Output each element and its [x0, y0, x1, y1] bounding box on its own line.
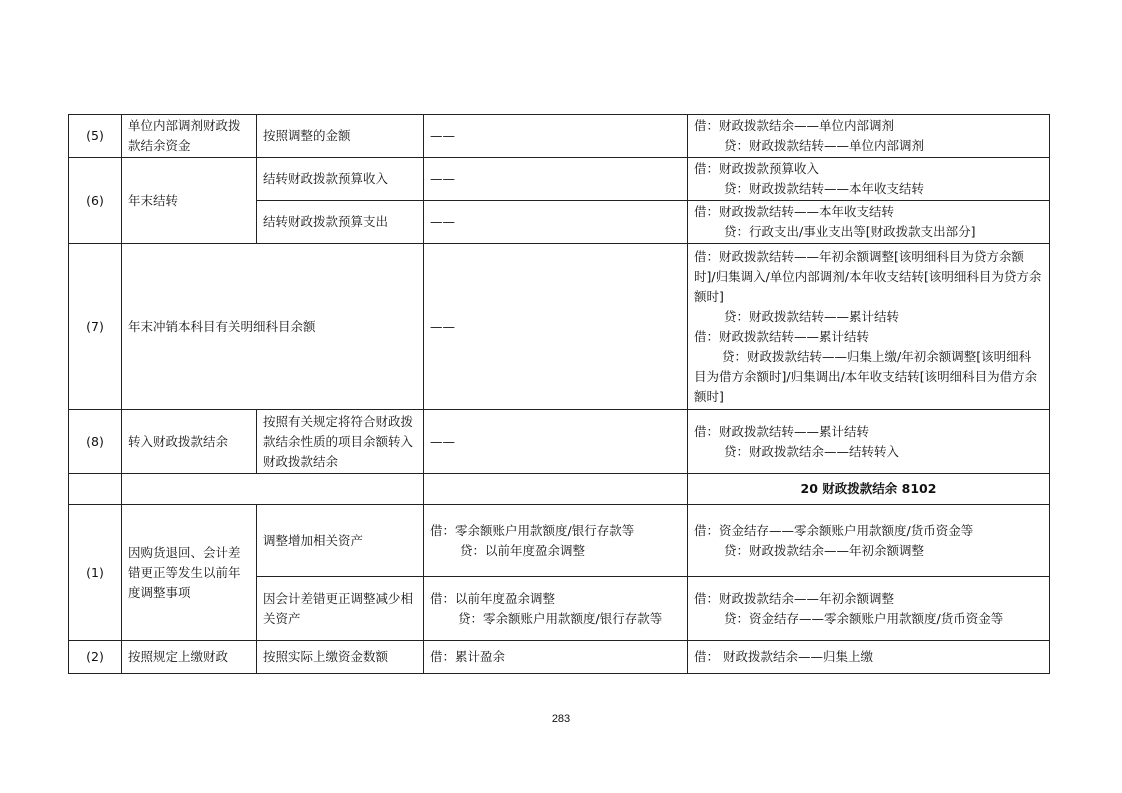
row-number: (8) — [69, 410, 122, 474]
page-number: 283 — [551, 713, 571, 725]
table-row — [69, 158, 1050, 201]
row-number: (7) — [69, 244, 122, 410]
credit-line: 贷：财政拨款结转——归集上缴/年初余额调整[该明细科目为借方余额时]/归集调出/本年收支结转[该明细科目为借方余额时] — [694, 348, 1038, 404]
basis-cell: 按照有关规定将符合财政拨款结余性质的项目余额转入财政拨款结余 — [257, 410, 424, 474]
item-cell: 年末结转 — [122, 158, 257, 244]
credit-line: 贷：零余额账户用款额度/银行存款等 — [458, 610, 663, 626]
table-row — [69, 115, 1050, 158]
empty-cell — [424, 474, 688, 505]
debit-line: 借：财政拨款结余——年初余额调整 — [694, 590, 895, 606]
item-cell: 因购货退回、会计差错更正等发生以前年度调整事项 — [122, 505, 257, 641]
budget-entry-cell: —— — [424, 410, 688, 474]
table-row — [69, 641, 1050, 674]
debit-line: 借：财政拨款结余——单位内部调剂 — [694, 118, 895, 133]
item-cell: 转入财政拨款结余 — [122, 410, 257, 474]
empty-cell — [122, 474, 424, 505]
table-row — [69, 410, 1050, 474]
budget-entry-cell — [424, 505, 688, 577]
debit-line: 借：财政拨款结转——年初余额调整[该明细科目为贷方余额时]/归集调入/单位内部调剂/本年收支结转[该明细科目为贷方余额时] — [694, 248, 1042, 304]
table-row — [69, 244, 1050, 410]
row-number: (6) — [69, 158, 122, 244]
item-cell: 单位内部调剂财政拨款结余资金 — [122, 115, 257, 158]
credit-line: 贷：以前年度盈余调整 — [460, 542, 586, 558]
basis-cell: 按照实际上缴资金数额 — [257, 641, 424, 674]
credit-line: 贷：财政拨款结余——年初余额调整 — [724, 542, 925, 558]
debit-line: 借：资金结存——零余额账户用款额度/货币资金等 — [694, 522, 974, 538]
row-number: (1) — [69, 505, 122, 641]
debit-line: 借：零余额账户用款额度/银行存款等 — [430, 522, 635, 538]
budget-entry-cell: 借：累计盈余 — [424, 641, 688, 674]
basis-cell: 因会计差错更正调整减少相关资产 — [257, 577, 424, 641]
debit-line: 借：以前年度盈余调整 — [430, 590, 556, 606]
section-title: 20 财政拨款结余 8102 — [688, 474, 1050, 505]
row-number: (2) — [69, 641, 122, 674]
debit-line: 借：财政拨款结转——累计结转 — [694, 423, 870, 439]
debit-line: 借：财政拨款结转——本年收支结转 — [694, 204, 895, 219]
credit-line: 贷：财政拨款结转——累计结转 — [724, 308, 900, 324]
credit-line: 贷：资金结存——零余额账户用款额度/货币资金等 — [724, 610, 1004, 626]
credit-line: 贷：财政拨款结转——本年收支结转 — [724, 181, 925, 196]
empty-cell — [69, 474, 122, 505]
debit-line: 借：财政拨款结转——累计结转 — [694, 328, 870, 344]
section-header-row — [69, 474, 1050, 505]
item-cell: 年末冲销本科目有关明细科目余额 — [122, 244, 424, 410]
basis-cell: 按照调整的金额 — [257, 115, 424, 158]
basis-cell: 结转财政拨款预算支出 — [257, 201, 424, 244]
credit-line: 贷：财政拨款结转——单位内部调剂 — [724, 138, 925, 153]
table-row — [69, 505, 1050, 577]
debit-line: 借：财政拨款预算收入 — [694, 161, 820, 176]
credit-line: 贷：财政拨款结余——结转转入 — [724, 443, 900, 459]
credit-line: 贷：行政支出/事业支出等[财政拨款支出部分] — [724, 224, 976, 239]
financial-entry-cell — [688, 410, 1050, 474]
financial-entry-cell: 借： 财政拨款结余——归集上缴 — [688, 641, 1050, 674]
budget-entry-cell — [424, 577, 688, 641]
item-cell: 按照规定上缴财政 — [122, 641, 257, 674]
basis-cell: 调整增加相关资产 — [257, 505, 424, 577]
budget-entry-cell: —— — [424, 201, 688, 244]
financial-entry-cell — [688, 201, 1050, 244]
financial-entry-cell — [688, 577, 1050, 641]
budget-entry-cell: —— — [424, 115, 688, 158]
financial-entry-cell — [688, 158, 1050, 201]
budget-entry-cell: —— — [424, 158, 688, 201]
row-number: (5) — [69, 115, 122, 158]
financial-entry-cell — [688, 115, 1050, 158]
financial-entry-cell — [688, 505, 1050, 577]
basis-cell: 结转财政拨款预算收入 — [257, 158, 424, 201]
accounting-entries-table — [68, 114, 1050, 674]
budget-entry-cell: —— — [424, 244, 688, 410]
financial-entry-cell — [688, 244, 1050, 410]
